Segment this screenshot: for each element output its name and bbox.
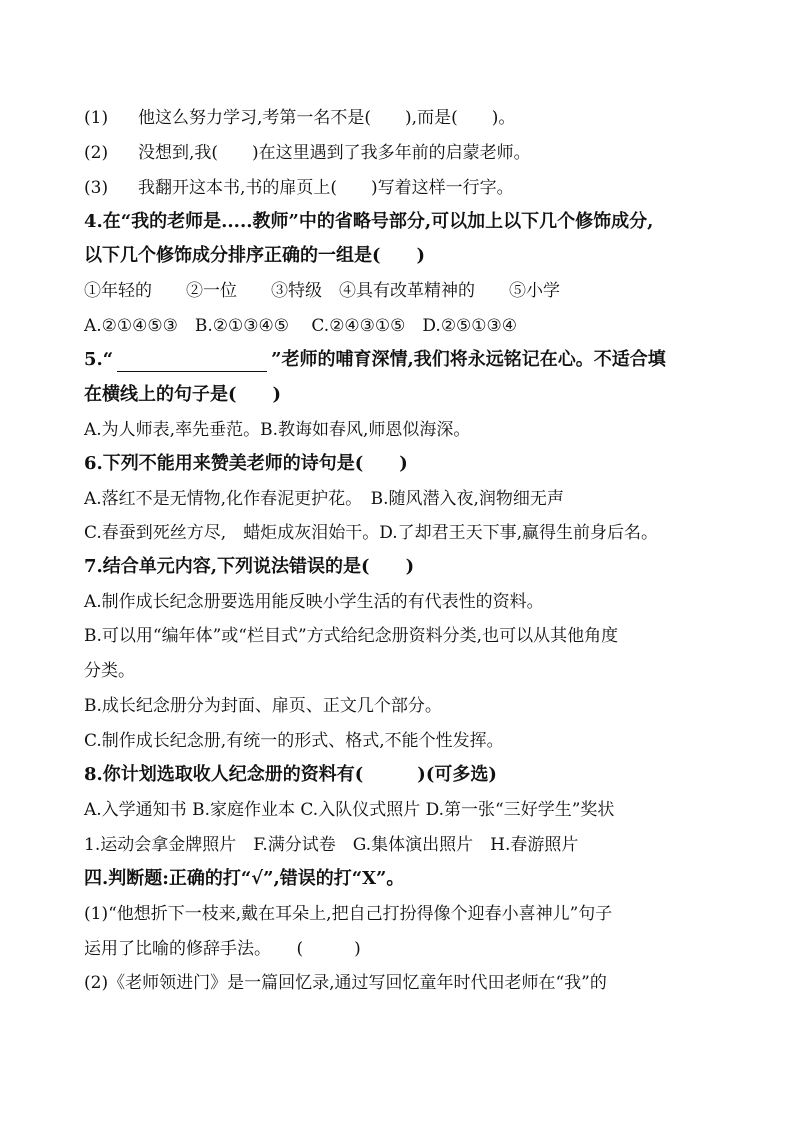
sub-item-1 (84, 106, 515, 130)
fill-in-blank (117, 353, 267, 372)
question-4-items: ①年轻的 ②一位 ③特级 ④具有改革精神的 ⑤小学 (84, 281, 560, 301)
sub-item-number: (3) (84, 178, 109, 198)
section-4-item-2: (2)《老师领进门》是一篇回忆录,通过写回忆童年时代田老师在“我”的 (84, 973, 607, 993)
question-8-options-1: A.入学通知书 B.家庭作业本 C.入队仪式照片 D.第一张“三好学生”奖状 (84, 800, 615, 820)
question-7-option-a: A.制作成长纪念册要选用能反映小学生活的有代表性的资料。 (84, 592, 544, 612)
question-5-suffix: ”老师的哺育深情,我们将永远铭记在心。不适合填 (271, 349, 666, 370)
question-6-options-1: A.落红不是无情物,化作春泥更护花。 B.随风潜入夜,润物细无声 (84, 489, 564, 509)
section-4-title: 四.判断题:正确的打“√”,错误的打“X”。 (84, 868, 405, 889)
question-4-title-cont: 以下几个修饰成分排序正确的一组是( ) (84, 245, 426, 266)
sub-item-text: 我翻开这本书,书的扉页上( )写着这样一行字。 (138, 178, 514, 198)
question-4-title: 4.在“我的老师是.....教师”中的省略号部分,可以加上以下几个修饰成分, (84, 211, 654, 232)
sub-item-number: (2) (84, 143, 109, 163)
sub-item-3 (84, 176, 514, 200)
question-6-options-2: C.春蚕到死丝方尽, 蜡炬成灰泪始干。D.了却君王天下事,赢得生前身后名。 (84, 523, 659, 543)
sub-item-2 (84, 141, 531, 165)
question-7-option-c: C.制作成长纪念册,有统一的形式、格式,不能个性发挥。 (84, 731, 504, 751)
question-4-options: A.②①④⑤③ B.②①③④⑤ C.②④③①⑤ D.②⑤①③④ (84, 316, 518, 336)
question-5-prefix: 5.“ (84, 349, 114, 370)
sub-item-text: 他这么努力学习,考第一名不是( ),而是( )。 (138, 108, 516, 128)
question-7-option-b-cont: 分类。 (84, 661, 135, 681)
sub-item-text: 没想到,我( )在这里遇到了我多年前的启蒙老师。 (138, 143, 531, 163)
section-4-item-1-cont: 运用了比喻的修辞手法。 ( ) (84, 939, 361, 959)
question-8-options-2: 1.运动会拿金牌照片 F.满分试卷 G.集体演出照片 H.春游照片 (84, 835, 579, 855)
question-7-option-b2: B.成长纪念册分为封面、扉页、正文几个部分。 (84, 696, 442, 716)
section-4-item-1: (1)“他想折下一枝来,戴在耳朵上,把自己打扮得像个迎春小喜神儿”句子 (84, 904, 613, 924)
question-5-options: A.为人师表,率先垂范。B.教诲如春风,师恩似海深。 (84, 420, 471, 440)
question-5-title-cont: 在横线上的句子是( ) (84, 384, 282, 405)
question-6-title: 6.下列不能用来赞美老师的诗句是( ) (84, 453, 408, 474)
question-5-title (84, 348, 666, 372)
question-7-option-b: B.可以用“编年体”或“栏目式”方式给纪念册资料分类,也可以从其他角度 (84, 626, 619, 646)
question-7-title: 7.结合单元内容,下列说法错误的是( ) (84, 556, 415, 577)
question-8-title: 8.你计划选取收人纪念册的资料有( )(可多选) (84, 764, 497, 785)
sub-item-number: (1) (84, 108, 109, 128)
